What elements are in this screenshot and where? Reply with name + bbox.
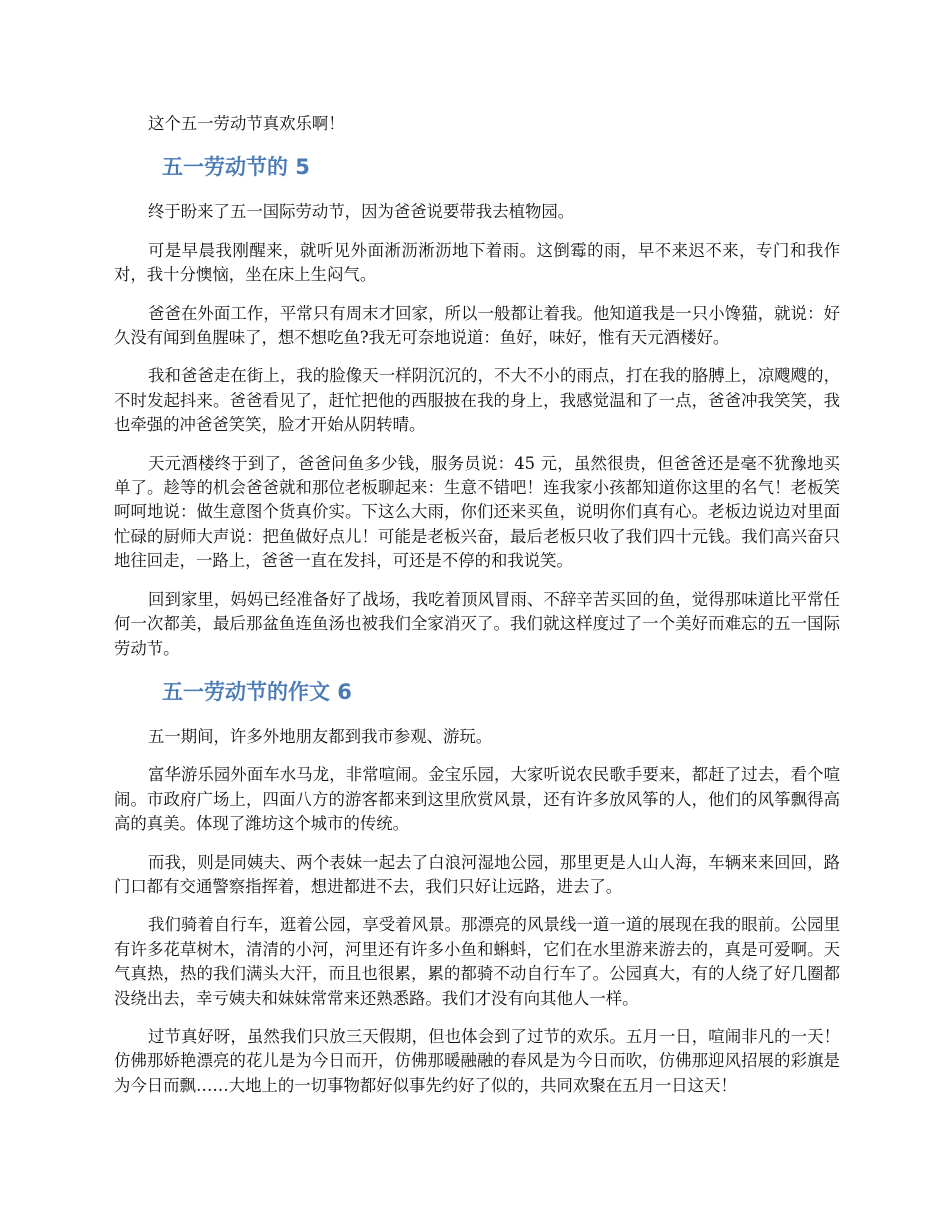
document-page	[114, 112, 840, 1112]
section-5-paragraph: 可是早晨我刚醒来，就听见外面淅沥淅沥地下着雨。这倒霉的雨，早不来迟不来，专门和我作对，我十分懊恼，坐在床上生闷气。	[114, 240, 840, 285]
section-5-paragraph: 爸爸在外面工作，平常只有周末才回家，所以一般都让着我。他知道我是一只小馋猫，就说：好久没有闻到鱼腥味了，想不想吃鱼?我无可奈地说道：鱼好，味好，惟有天元酒楼好。	[114, 303, 840, 348]
section-6-paragraph: 而我，则是同姨夫、两个表妹一起去了白浪河湿地公园，那里更是人山人海，车辆来来回回，路门口都有交通警察指挥着，想进都进不去，我们只好让远路，进去了。	[114, 852, 840, 896]
section-5-paragraph: 回到家里，妈妈已经准备好了战场，我吃着顶风冒雨、不辞辛苦买回的鱼，觉得那味道比平常任何一次都美，最后那盆鱼连鱼汤也被我们全家消灭了。我们就这样度过了一个美好而难忘的五一国际劳动节。	[114, 589, 840, 658]
section-6-paragraph: 我们骑着自行车，逛着公园，享受着风景。那漂亮的风景线一道一道的展现在我的眼前。公园里有许多花草树木，清清的小河，河里还有许多小鱼和蝌蚪，它们在水里游来游去的，真是可爱啊。天气真热，热的我们满头大汗，而且也很累，累的都骑不动自行车了。公园真大，有的人绕了好几圈都没绕出去，幸亏姨夫和妹妹常常来还熟悉路。我们才没有向其他人一样。	[114, 915, 840, 1008]
section-5-paragraph: 天元酒楼终于到了，爸爸问鱼多少钱，服务员说：45 元，虽然很贵，但爸爸还是毫不犹豫地买单了。趁等的机会爸爸就和那位老板聊起来：生意不错吧！连我家小孩都知道你这里的名气！老板笑呵呵地说：做生意图个货真价实。下这么大雨，你们还来买鱼，说明你们真有心。老板边说边对里面忙碌的厨师大声说：把鱼做好点儿！可能是老板兴奋，最后老板只收了我们四十元钱。我们高兴奋只地往回走，一路上，爸爸一直在发抖，可还是不停的和我说笑。	[114, 453, 840, 571]
intro-paragraph: 这个五一劳动节真欢乐啊！	[148, 114, 345, 133]
section-6-paragraph: 过节真好呀，虽然我们只放三天假期，但也体会到了过节的欢乐。五月一日，喧闹非凡的一天！仿佛那娇艳漂亮的花儿是为今日而开，仿佛那暖融融的春风是为今日而吹，仿佛那迎风招展的彩旗是为今日而飘……大地上的一切事物都好似事先约好了似的，共同欢聚在五月一日这天！	[114, 1026, 840, 1095]
section-5-paragraph: 我和爸爸走在街上，我的脸像天一样阴沉沉的，不大不小的雨点，打在我的胳膊上，凉飕飕的，不时发起抖来。爸爸看见了，赶忙把他的西服披在我的身上，我感觉温和了一点，爸爸冲我笑笑，我也牵强的冲爸爸笑笑，脸才开始从阴转晴。	[114, 366, 840, 435]
section-6-paragraph: 富华游乐园外面车水马龙，非常喧闹。金宝乐园，大家听说农民歌手要来，都赶了过去，看个喧闹。市政府广场上，四面八方的游客都来到这里欣赏风景，还有许多放风筝的人，他们的风筝飘得高高的真美。体现了潍坊这个城市的传统。	[114, 765, 840, 834]
section-6-heading: 五一劳动节的作文 6	[162, 679, 352, 704]
section-5-paragraph: 终于盼来了五一国际劳动节，因为爸爸说要带我去植物园。	[148, 202, 575, 222]
section-5-heading: 五一劳动节的 5	[162, 155, 310, 180]
section-6-paragraph: 五一期间，许多外地朋友都到我市参观、游玩。	[148, 726, 493, 746]
